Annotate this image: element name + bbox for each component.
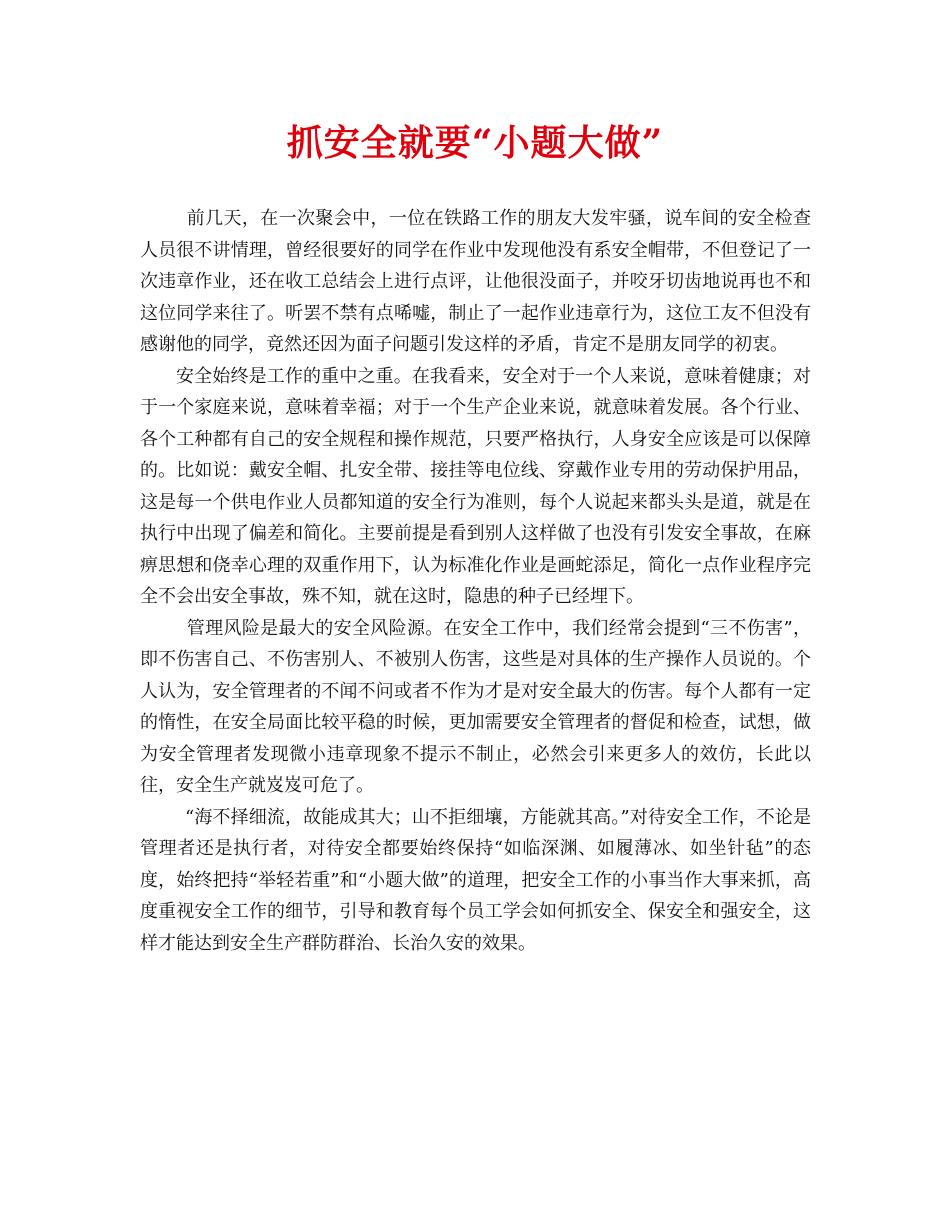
document-title: 抓安全就要“小题大做” xyxy=(286,122,664,164)
paragraph-1: 前几天，在一次聚会中，一位在铁路工作的朋友大发牢骚，说车间的安全检查人员很不讲情理，曾经很要好的同学在作业中发现他没有系安全帽带，不但登记了一次违章作业，还在收工总结会上进行点评，让他很没面子，并咬牙切齿地说再也不和这位同学来往了。听罢不禁有点唏嘘，制止了一起作业违章行为，这位工友不但没有感谢他的同学，竟然还因为面子问题引发这样的矛盾，肯定不是朋友同学的初衷。 xyxy=(140,208,811,355)
paragraph-2: 安全始终是工作的重中之重。在我看来，安全对于一个人来说，意味着健康；对于一个家庭来说，意味着幸福；对于一个生产企业来说，就意味着发展。各个行业、各个工种都有自己的安全规程和操作规范，只要严格执行，人身安全应该是可以保障的。比如说：戴安全帽、扎安全带、接挂等电位线、穿戴作业专用的劳动保护用品，这是每一个供电作业人员都知道的安全行为准则，每个人说起来都头头是道，就是在执行中出现了偏差和简化。主要前提是看到别人这样做了也没有引发安全事故，在麻痹思想和侥幸心理的双重作用下，认为标准化作业是画蛇添足，简化一点作业程序完全不会出安全事故，殊不知，就在这时，隐患的种子已经埋下。 xyxy=(140,365,811,607)
paragraph-4: “海不择细流，故能成其大；山不拒细壤，方能就其高。”对待安全工作，不论是管理者还是执行者，对待安全都要始终保持“如临深渊、如履薄冰、如坐针毡”的态度，始终把持“举轻若重”和“小题大做”的道理，把安全工作的小事当作大事来抓，高度重视安全工作的细节，引导和教育每个员工学会如何抓安全、保安全和强安全，这样才能达到安全生产群防群治、长治久安的效果。 xyxy=(140,806,811,954)
document-body xyxy=(140,203,811,959)
paragraph-3: 管理风险是最大的安全风险源。在安全工作中，我们经常会提到“三不伤害”，即不伤害自己、不伤害别人、不被别人伤害，这些是对具体的生产操作人员说的。个人认为，安全管理者的不闻不问或者不作为才是对安全最大的伤害。每个人都有一定的惰性，在安全局面比较平稳的时候，更加需要安全管理者的督促和检查，试想，做为安全管理者发现微小违章现象不提示不制止，必然会引来更多人的效仿，长此以往，安全生产就岌岌可危了。 xyxy=(140,617,811,796)
